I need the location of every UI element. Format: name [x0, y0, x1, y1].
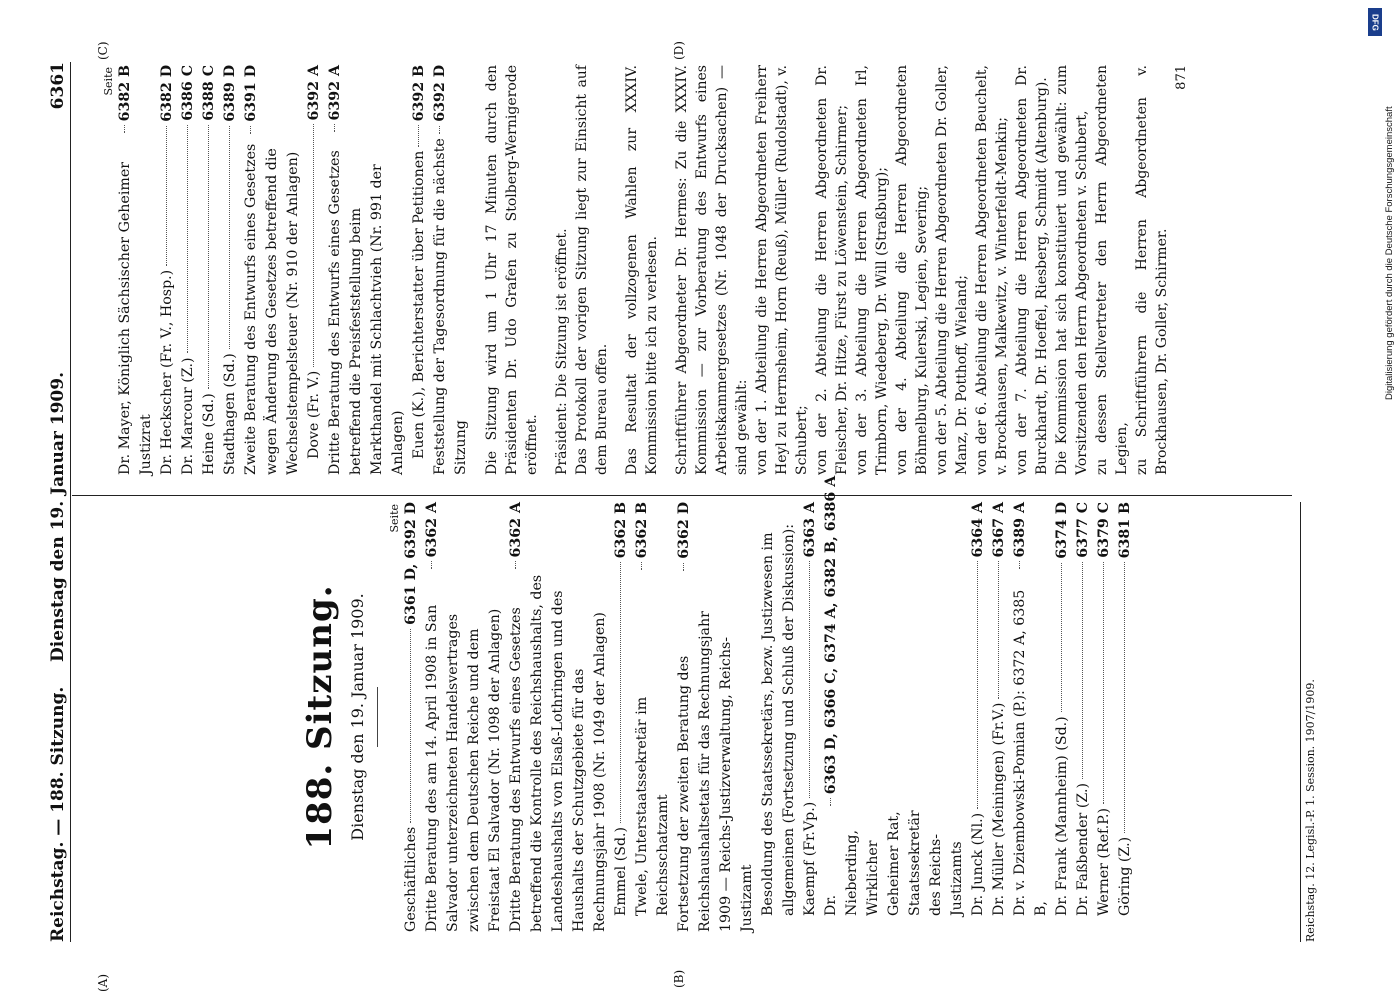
contents-entry-label: Fortsetzung der zweiten Beratung des Reichshaushaltsetats für das Rechnungsjahr 1909 — Reichs-Justizverwaltung, Reichs-Justizamt — [676, 611, 755, 932]
page-reference: 6392 A — [306, 65, 322, 121]
contents-entry — [1010, 502, 1052, 932]
leader-dots — [515, 561, 516, 569]
page-reference: 6391 D — [243, 65, 259, 122]
footer-line: Reichstag. 12. Legisl.-P. 1. Session. 1907/1909. — [1300, 502, 1317, 942]
contents-entry — [199, 65, 220, 475]
contents-entry — [1115, 502, 1136, 932]
page-reference: 6362 A — [424, 502, 440, 558]
contents-entry — [506, 502, 611, 932]
page-reference: 6363 A — [802, 502, 818, 558]
proceedings-paragraph: Das Protokoll der vorigen Sitzung liegt zur Einsicht auf dem Bureau offen. — [574, 65, 610, 475]
page-reference: 6362 B — [634, 502, 650, 559]
contents-entry — [157, 65, 178, 475]
leader-dots — [809, 561, 810, 797]
contents-entry — [1073, 502, 1094, 932]
page-reference: 6382 B — [117, 65, 133, 122]
contents-entry — [611, 502, 632, 932]
margin-letter-d: (D) — [672, 41, 686, 60]
leader-dots — [208, 125, 209, 390]
margin-letter-c: (C) — [96, 41, 110, 60]
contents-entry-label: Zweite Beratung des Entwurfs eines Gesetzes wegen Änderung des Gesetzes betreffend die Wechselstempelsteuer (Nr. 910 der Anlagen) — [243, 143, 301, 475]
contents-entry-label: Dr. Nieberding, Wirklicher Geheimer Rat, Staatssekretär des Reichs-Justizamts — [823, 810, 965, 916]
contents-entry-label: Dr. Frank (Mannheim) (Sd.) — [1054, 716, 1070, 916]
page-reference: 6364 A — [970, 502, 986, 558]
dfg-logo: DFG — [1368, 8, 1382, 36]
header-left: Reichstag. — 188. Sitzung. — [48, 686, 68, 942]
proceedings-paragraph: Die Sitzung wird um 1 Uhr 17 Minuten durch den Präsidenten Dr. Udo Grafen zu Stolberg-Wernigerode eröffnet. — [484, 65, 540, 475]
title-divider — [377, 687, 378, 747]
contents-entry — [178, 65, 199, 475]
page-reference: 6367 A — [991, 502, 1007, 558]
page-reference: 6377 C — [1075, 502, 1091, 558]
proceedings-paragraph: zu dessen Stellvertreter den Herrn Abgeordneten Legien, — [1094, 65, 1130, 475]
proceedings-paragraph: von der 5. Abteilung die Herren Abgeordneten Dr. Goller, Manz, Dr. Potthoff, Wieland; — [934, 65, 970, 475]
proceedings-paragraph: von der 2. Abteilung die Herren Abgeordneten Dr. Fleischer, Dr. Hitze, Fürst zu Löwenstein, Schirmer; — [814, 65, 850, 475]
leader-dots — [334, 124, 335, 132]
leader-dots — [641, 562, 642, 570]
contents-entry-label: Dritte Beratung des am 14. April 1908 in San Salvador unterzeichneten Handelsvertrages zwischen dem Deutschen Reiche und dem Freistaat El Salvador (Nr. 1098 der Anlagen) — [424, 604, 503, 932]
leader-dots — [1124, 562, 1125, 832]
leader-dots — [977, 561, 978, 808]
proceedings-paragraph: Präsident: Die Sitzung ist eröffnet. — [554, 228, 570, 475]
contents-entry-label: Göring (Z.) — [1117, 836, 1133, 916]
leader-dots — [124, 125, 125, 133]
leader-dots — [410, 629, 411, 823]
margin-letter-b: (B) — [672, 969, 686, 988]
contents-entry-label: Dr. Faßbender (Z.) — [1075, 782, 1091, 916]
page-reference: 6389 A — [1012, 502, 1028, 558]
column-divider — [72, 495, 1292, 496]
page-reference: 6381 B — [1117, 502, 1133, 559]
contents-entry — [325, 65, 409, 475]
contents-entry-label: Dritte Beratung des Entwurfs eines Gesetzes betreffend die Preisfeststellung beim Markthandel mit Schlachtvieh (Nr. 991 der Anlagen) — [327, 150, 406, 475]
page-reference: 6389 D — [222, 65, 238, 122]
session-date: Dienstag den 19. Januar 1909. — [348, 593, 367, 841]
contents-entry-label: Dr. v. Dziembowski-Pomian (P.): 6372 A, 6385 B, — [1012, 589, 1049, 916]
contents-entry — [989, 502, 1010, 932]
contents-entry-label: Dr. Müller (Meiningen) (Fr.V.) — [991, 702, 1007, 916]
page-reference: 6362 A — [508, 502, 524, 558]
leader-dots — [250, 126, 251, 134]
leader-dots — [998, 561, 999, 698]
contents-entry-label: Emmel (Sd.) — [613, 826, 629, 916]
contents-entry-label: Stadthagen (Sd.) — [222, 353, 238, 475]
contents-entry-label: Euen (K.), Berichterstatter über Petitionen — [411, 150, 427, 459]
proceedings-text — [482, 65, 1172, 475]
proceedings-paragraph: von der 6. Abteilung die Herren Abgeordneten Beuchelt, v. Brockhausen, Malkewitz, v. Winterfeldt-Menkin; — [974, 65, 1010, 475]
contents-entry — [409, 65, 430, 475]
seite-label-right: Seite — [102, 67, 115, 96]
contents-entry-label: Geschäftliches — [403, 826, 419, 932]
page-reference: 6392 A — [327, 65, 343, 121]
right-column — [102, 65, 1189, 475]
contents-entry — [821, 475, 968, 932]
contents-entry — [220, 65, 241, 475]
page-reference: 6363 D, 6366 C, 6374 A, 6382 B, 6386 A — [823, 475, 839, 795]
contents-entry — [430, 65, 472, 475]
leader-dots — [187, 125, 188, 354]
page-reference: 6362 B — [613, 502, 629, 559]
dfg-watermark — [1372, 8, 1395, 408]
contents-entry — [304, 65, 325, 475]
contents-entry-label: Twele, Unterstaatssekretär im Reichsschatzamt — [634, 696, 671, 916]
page-reference: 6392 D — [432, 65, 448, 122]
left-column — [300, 475, 1136, 932]
page-reference: 6392 B — [411, 65, 427, 122]
contents-entry-label: Dritte Beratung des Entwurfs eines Gesetzes betreffend die Kontrolle des Reichshaushalts, des Landeshaushalts von Elsaß-Lothringen und des Haushalts der Schutzgebiete für das Rechnungsjahr 1908 (Nr. 1049 der Anlagen) — [508, 574, 608, 932]
proceedings-paragraph: von der 3. Abteilung die Herren Abgeordneten Irl, Trimborn, Wiedeberg, Dr. Will (Straßburg); — [854, 65, 890, 475]
header-rule — [70, 62, 71, 942]
page-reference: 6386 C — [180, 65, 196, 121]
contents-entry-label: Besoldung des Staatssekretärs, bezw. Justizwesen im allgemeinen (Fortsetzung und Schluß der Diskussion): — [760, 523, 797, 916]
proceedings-paragraph: Die Kommission hat sich konstituiert und gewählt: zum Vorsitzenden den Herrn Abgeordneten v. Schubert, — [1054, 65, 1090, 475]
contents-entry — [758, 502, 800, 932]
contents-entry-label: Werner (Ref.P.) — [1096, 807, 1112, 916]
leader-dots — [1019, 561, 1020, 569]
page-reference: 6362 D — [676, 502, 692, 559]
leader-dots — [683, 563, 684, 571]
contents-entry — [968, 502, 989, 932]
leader-dots — [1061, 563, 1062, 713]
page-reference: 6379 C — [1096, 502, 1112, 558]
contents-entry-label: Dove (Fr. V.) — [306, 370, 322, 459]
contents-entry — [1094, 502, 1115, 932]
proceedings-paragraph: Das Resultat der vollzogenen Wahlen zur XXXIV. Kommission bitte ich zu verlesen. — [624, 65, 660, 475]
leader-dots — [166, 126, 167, 266]
contents-entry — [115, 65, 157, 475]
leader-dots — [418, 125, 419, 146]
contents-entry-label: Dr. Mayer, Königlich Sächsischer Geheimer Justizrat — [117, 161, 154, 475]
leader-dots — [439, 126, 440, 134]
contents-entry — [401, 502, 422, 932]
contents-entry-label: Dr. Marcour (Z.) — [180, 357, 196, 475]
contents-entry — [800, 502, 821, 932]
proceedings-paragraph: von der 1. Abteilung die Herren Abgeordneten Freiherr Heyl zu Herrnsheim, Horn (Reuß), Müller (Rudolstadt), v. Schubert; — [754, 65, 810, 475]
leader-dots — [229, 126, 230, 350]
contents-entry-label: Feststellung der Tagesordnung für die nächste Sitzung — [432, 138, 469, 475]
right-entry-list — [115, 65, 472, 475]
contents-entry-label: Kaempf (Fr.Vp.) — [802, 801, 818, 916]
contents-entry — [674, 502, 758, 932]
contents-entry-label: Dr. Junck (Nl.) — [970, 812, 986, 916]
header-center: Dienstag den 19. Januar 1909. — [48, 372, 68, 662]
session-title: 188. Sitzung. — [300, 584, 340, 850]
contents-entry — [1052, 502, 1073, 932]
leader-dots — [830, 798, 831, 806]
proceedings-paragraph: von der 7. Abteilung die Herren Abgeordneten Dr. Burckhardt, Dr. Hoeffel, Riesberg, Schmidt (Altenburg). — [1014, 65, 1050, 475]
margin-letter-a: (A) — [96, 973, 110, 992]
page-reference: 6361 D, 6392 D — [403, 502, 419, 625]
page-mark: 871 — [1174, 65, 1189, 90]
left-entry-list — [401, 475, 1136, 932]
contents-entry — [632, 502, 674, 932]
page-reference: 6374 D — [1054, 502, 1070, 559]
proceedings-paragraph: von der 4. Abteilung die Herren Abgeordneten Böhmelburg, Kulerski, Legien, Severing; — [894, 65, 930, 475]
leader-dots — [1082, 562, 1083, 779]
page-reference: 6382 D — [159, 65, 175, 122]
dfg-watermark-text: Digitalisierung gefördert durch die Deutsche Forschungsgemeinschaft — [1384, 106, 1395, 400]
contents-entry-label: Dr. Heckscher (Fr. V., Hosp.) — [159, 269, 175, 475]
contents-entry — [241, 65, 304, 475]
header-page-number: 6361 — [48, 62, 68, 110]
page-reference: 6388 C — [201, 65, 217, 121]
proceedings-paragraph: zu Schriftführern die Herren Abgeordneten v. Brockhausen, Dr. Goller, Schirmer. — [1134, 65, 1170, 475]
seite-label-left: Seite — [388, 504, 401, 533]
contents-entry — [422, 502, 506, 932]
leader-dots — [313, 124, 314, 366]
leader-dots — [1103, 562, 1104, 804]
contents-entry-label: Heine (Sd.) — [201, 393, 217, 475]
leader-dots — [431, 561, 432, 569]
leader-dots — [620, 562, 621, 822]
proceedings-paragraph: Schriftführer Abgeordneter Dr. Hermes: Zu die XXXIV. Kommission — zur Vorberatung des Entwurfs eines Arbeitskammergesetzes (Nr. 1048 der Drucksachen) — sind gewählt: — [674, 65, 750, 475]
